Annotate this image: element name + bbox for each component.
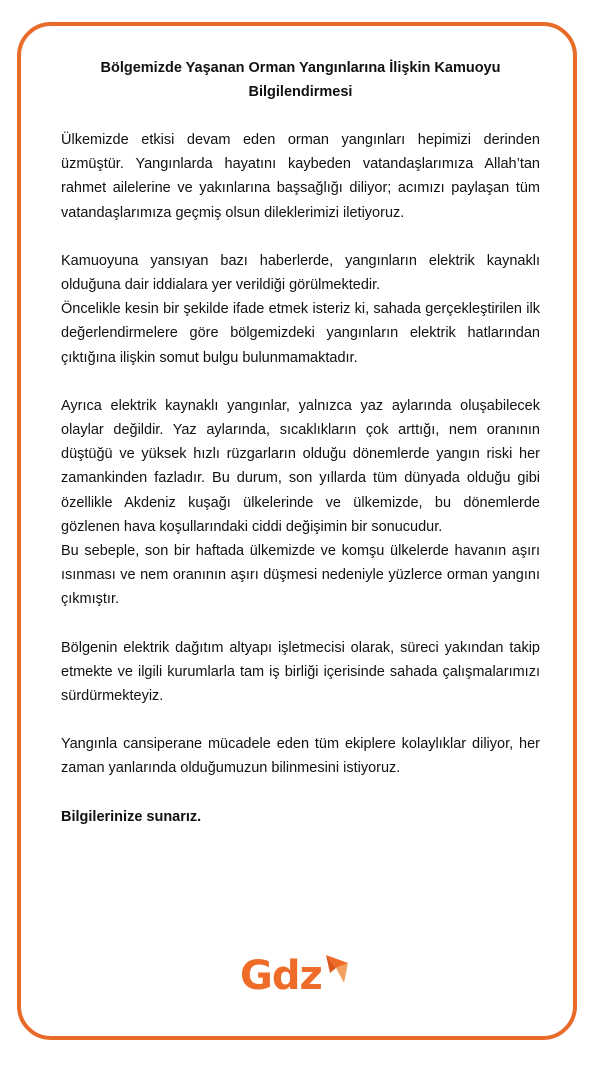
- paragraph-support: Yangınla cansiperane mücadele eden tüm ekiplere kolaylıklar diliyor, her zaman yanlarında olduğumuzun bilinmesini istiyoruz.: [61, 736, 540, 777]
- paragraph-cooperation: Bölgenin elektrik dağıtım altyapı işletmecisi olarak, süreci yakından takip etmekte ve ilgili kurumlarla tam iş birliği içerisinde sahada çalışmalarımızı sürdürmekteyiz.: [61, 639, 540, 705]
- paragraph-condolences: Ülkemizde etkisi devam eden orman yangınları hepimizi derinden üzmüştür. Yangınlarda hayatını kaybeden vatandaşlarımıza Allah’tan rahmet ailelerine ve yakınlarına başsağlığı diliyor; acımızı paylaşan tüm vatandaşlarımıza geçmiş olsun dileklerimizi iletiyoruz.: [61, 132, 540, 221]
- closing-line: Bilgilerinize sunarız.: [61, 808, 202, 825]
- announcement-body: [61, 56, 540, 829]
- gdz-logo: [240, 946, 364, 1006]
- logo-arrow-icon: [324, 949, 350, 990]
- paragraph-news-claims: Kamuoyuna yansıyan bazı haberlerde, yangınların elektrik kaynaklı olduğuna dair iddialara yer verildiği görülmektedir.: [61, 252, 540, 294]
- logo-wordmark: Gdz: [240, 953, 322, 999]
- paragraph-weather-conditions: Ayrıca elektrik kaynaklı yangınlar, yalnızca yaz aylarında oluşabilecek olaylar değildir. Yaz aylarında, sıcaklıkların çok arttığı, nem oranının düştüğü ve yüksek hızlı rüzgarların olduğu dönemlerde yangın riski her zamankinden fazladır. Bu durum, son yıllarda tüm dünyada olduğu gibi özellikle Akdeniz kuşağı ülkelerinde ve ülkemizde, bu dönemlerde gözlenen hava koşullarındaki ciddi değişimin bir sonucudur.: [61, 397, 540, 535]
- title-line-1: Bölgemizde Yaşanan Orman Yangınlarına İlişkin Kamuoyu: [100, 60, 501, 76]
- paragraph-regional-fires: Bu sebeple, son bir haftada ülkemizde ve komşu ülkelerde havanın aşırı ısınması ve nem oranının aşırı düşmesi nedeniyle yüzlerce orman yangını çıkmıştır.: [61, 543, 540, 608]
- paragraph-no-evidence: Öncelikle kesin bir şekilde ifade etmek isteriz ki, sahada gerçekleştirilen ilk değerlendirmelere göre bölgemizdeki yangınların elektrik hatlarından çıktığına ilişkin somut bulgu bulunmamaktadır.: [61, 301, 540, 366]
- title-line-2: Bilgilendirmesi: [248, 84, 353, 100]
- page-title: [61, 56, 540, 104]
